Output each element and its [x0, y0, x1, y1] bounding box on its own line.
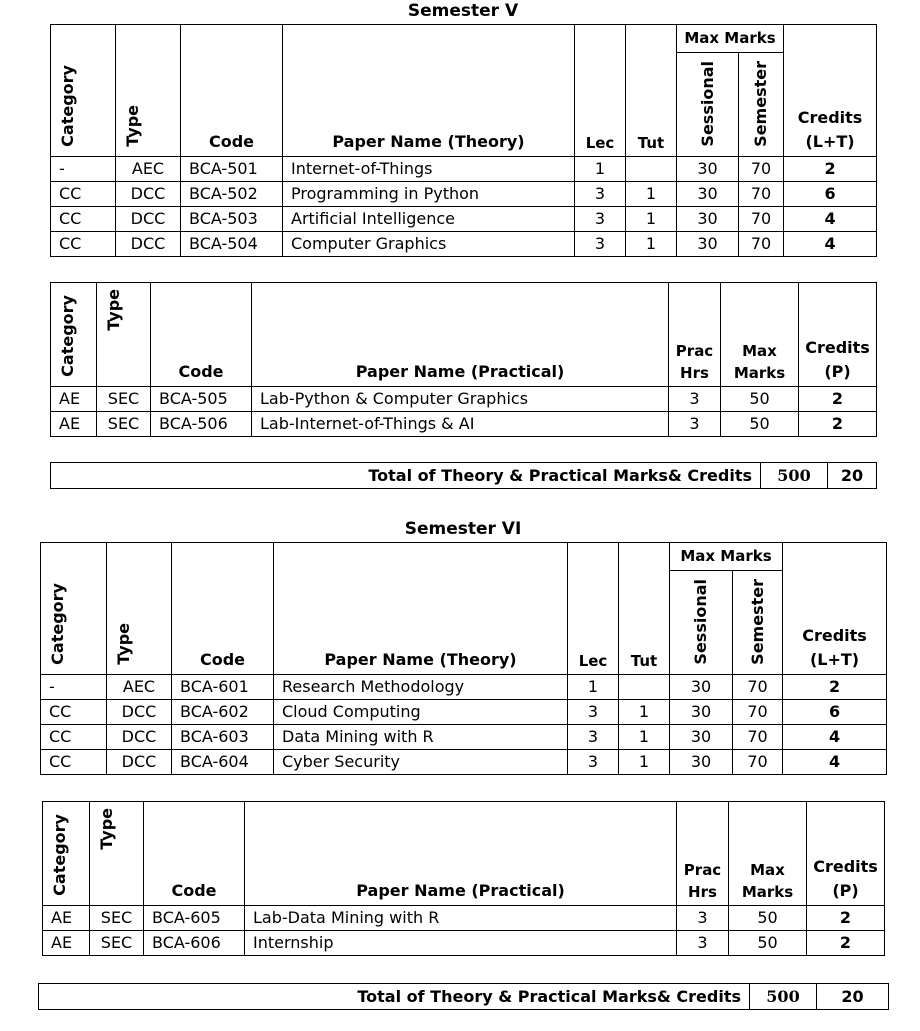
table-row [51, 157, 877, 182]
cell-paper: Programming in Python [283, 182, 575, 207]
cell-code: BCA-505 [151, 387, 252, 412]
header-credits: Credits (L+T) [783, 543, 887, 675]
header-code: Code [144, 802, 245, 906]
cell-code: BCA-606 [144, 931, 245, 956]
cell-category: CC [41, 700, 107, 725]
cell-code: BCA-601 [172, 675, 274, 700]
cell-prac-hrs: 3 [669, 412, 721, 437]
header-code: Code [181, 25, 283, 157]
cell-sessional: 30 [670, 750, 733, 775]
header-semester: Semester [739, 53, 784, 157]
cell-paper: Computer Graphics [283, 232, 575, 257]
cell-semester: 70 [739, 232, 784, 257]
header-credits: Credits (P) [799, 283, 877, 387]
cell-code: BCA-502 [181, 182, 283, 207]
cell-type: AEC [107, 675, 172, 700]
table-row [41, 700, 887, 725]
cell-credits: 2 [807, 931, 885, 956]
cell-prac-hrs: 3 [677, 906, 729, 931]
cell-type: DCC [107, 750, 172, 775]
sem5-practical-table [50, 282, 877, 437]
header-category: Category [41, 543, 107, 675]
header-type: Type [116, 25, 181, 157]
header-max-marks: Max Marks [677, 25, 784, 53]
cell-credits: 2 [783, 675, 887, 700]
header-max-marks: Max Marks [670, 543, 783, 571]
header-paper-name: Paper Name (Theory) [283, 25, 575, 157]
cell-type: SEC [97, 387, 151, 412]
header-category: Category [51, 25, 116, 157]
header-sessional: Sessional [677, 53, 739, 157]
cell-type: SEC [90, 906, 144, 931]
cell-max-marks: 50 [729, 931, 807, 956]
cell-category: AE [51, 412, 97, 437]
cell-lec: 3 [575, 207, 626, 232]
header-category: Category [43, 802, 90, 906]
header-paper-name: Paper Name (Theory) [274, 543, 568, 675]
header-lec: Lec [575, 25, 626, 157]
header-code: Code [151, 283, 252, 387]
cell-category: CC [51, 232, 116, 257]
cell-lec: 3 [568, 725, 619, 750]
total-marks: 500 [750, 984, 817, 1010]
cell-category: - [51, 157, 116, 182]
cell-code: BCA-603 [172, 725, 274, 750]
cell-paper: Data Mining with R [274, 725, 568, 750]
header-type: Type [97, 283, 151, 387]
sem5-theory-table [50, 24, 877, 257]
header-max-marks: Max Marks [729, 802, 807, 906]
cell-sessional: 30 [670, 700, 733, 725]
cell-max-marks: 50 [729, 906, 807, 931]
cell-credits: 4 [784, 207, 877, 232]
cell-category: CC [41, 725, 107, 750]
cell-tut: 1 [619, 700, 670, 725]
sem6-practical-table [42, 801, 885, 956]
cell-paper: Lab-Python & Computer Graphics [252, 387, 669, 412]
header-type: Type [90, 802, 144, 906]
header-lec: Lec [568, 543, 619, 675]
total-credits: 20 [817, 984, 889, 1010]
cell-type: DCC [116, 232, 181, 257]
header-tut: Tut [619, 543, 670, 675]
cell-max-marks: 50 [721, 412, 799, 437]
total-marks: 500 [761, 463, 828, 489]
cell-paper: Research Methodology [274, 675, 568, 700]
cell-tut [619, 675, 670, 700]
header-tut: Tut [626, 25, 677, 157]
cell-semester: 70 [739, 157, 784, 182]
cell-lec: 3 [568, 700, 619, 725]
cell-lec: 1 [568, 675, 619, 700]
cell-tut: 1 [619, 725, 670, 750]
cell-type: SEC [97, 412, 151, 437]
cell-lec: 1 [575, 157, 626, 182]
cell-tut: 1 [626, 232, 677, 257]
cell-code: BCA-605 [144, 906, 245, 931]
header-semester: Semester [733, 571, 783, 675]
header-paper-name: Paper Name (Practical) [252, 283, 669, 387]
header-prac-hrs: Prac Hrs [677, 802, 729, 906]
cell-credits: 2 [807, 906, 885, 931]
cell-credits: 2 [784, 157, 877, 182]
cell-category: CC [51, 182, 116, 207]
cell-sessional: 30 [677, 157, 739, 182]
total-credits: 20 [828, 463, 877, 489]
table-row [41, 750, 887, 775]
cell-sessional: 30 [677, 182, 739, 207]
sem5-total-table [50, 462, 877, 489]
cell-credits: 2 [799, 387, 877, 412]
table-row [51, 232, 877, 257]
cell-semester: 70 [733, 700, 783, 725]
cell-credits: 4 [783, 750, 887, 775]
cell-credits: 6 [784, 182, 877, 207]
cell-category: CC [51, 207, 116, 232]
table-row [51, 207, 877, 232]
header-sessional: Sessional [670, 571, 733, 675]
cell-code: BCA-506 [151, 412, 252, 437]
header-prac-hrs: Prac Hrs [669, 283, 721, 387]
cell-type: DCC [116, 207, 181, 232]
cell-paper: Cloud Computing [274, 700, 568, 725]
cell-semester: 70 [733, 725, 783, 750]
sem6-theory-table [40, 542, 887, 775]
cell-category: AE [51, 387, 97, 412]
cell-sessional: 30 [670, 725, 733, 750]
table-row [41, 725, 887, 750]
cell-semester: 70 [733, 750, 783, 775]
total-label: Total of Theory & Practical Marks& Credits [51, 463, 761, 489]
cell-sessional: 30 [677, 232, 739, 257]
table-row [43, 931, 885, 956]
cell-paper: Internship [245, 931, 677, 956]
header-paper-name: Paper Name (Practical) [245, 802, 677, 906]
cell-semester: 70 [739, 207, 784, 232]
cell-credits: 4 [784, 232, 877, 257]
cell-category: - [41, 675, 107, 700]
cell-tut [626, 157, 677, 182]
cell-lec: 3 [575, 182, 626, 207]
cell-type: DCC [107, 725, 172, 750]
cell-code: BCA-604 [172, 750, 274, 775]
header-type: Type [107, 543, 172, 675]
total-label: Total of Theory & Practical Marks& Credits [39, 984, 750, 1010]
semester-vi-title: Semester VI [404, 519, 522, 539]
cell-type: DCC [116, 182, 181, 207]
cell-tut: 1 [619, 750, 670, 775]
cell-type: SEC [90, 931, 144, 956]
header-credits: Credits (L+T) [784, 25, 877, 157]
table-row [41, 675, 887, 700]
cell-paper: Lab-Internet-of-Things & AI [252, 412, 669, 437]
table-row [51, 412, 877, 437]
cell-credits: 6 [783, 700, 887, 725]
table-row [51, 182, 877, 207]
cell-semester: 70 [739, 182, 784, 207]
cell-tut: 1 [626, 207, 677, 232]
table-row [51, 387, 877, 412]
cell-semester: 70 [733, 675, 783, 700]
cell-max-marks: 50 [721, 387, 799, 412]
cell-paper: Internet-of-Things [283, 157, 575, 182]
cell-code: BCA-503 [181, 207, 283, 232]
sem6-total-table [38, 983, 889, 1010]
cell-sessional: 30 [677, 207, 739, 232]
cell-tut: 1 [626, 182, 677, 207]
header-max-marks: Max Marks [721, 283, 799, 387]
cell-type: DCC [107, 700, 172, 725]
cell-type: AEC [116, 157, 181, 182]
cell-code: BCA-501 [181, 157, 283, 182]
cell-sessional: 30 [670, 675, 733, 700]
header-code: Code [172, 543, 274, 675]
cell-prac-hrs: 3 [669, 387, 721, 412]
cell-lec: 3 [575, 232, 626, 257]
cell-category: CC [41, 750, 107, 775]
cell-code: BCA-602 [172, 700, 274, 725]
semester-v-title: Semester V [407, 1, 519, 21]
cell-lec: 3 [568, 750, 619, 775]
cell-paper: Lab-Data Mining with R [245, 906, 677, 931]
header-category: Category [51, 283, 97, 387]
cell-code: BCA-504 [181, 232, 283, 257]
cell-prac-hrs: 3 [677, 931, 729, 956]
cell-paper: Cyber Security [274, 750, 568, 775]
cell-category: AE [43, 906, 90, 931]
cell-paper: Artificial Intelligence [283, 207, 575, 232]
cell-category: AE [43, 931, 90, 956]
table-row [43, 906, 885, 931]
cell-credits: 2 [799, 412, 877, 437]
cell-credits: 4 [783, 725, 887, 750]
header-credits: Credits (P) [807, 802, 885, 906]
